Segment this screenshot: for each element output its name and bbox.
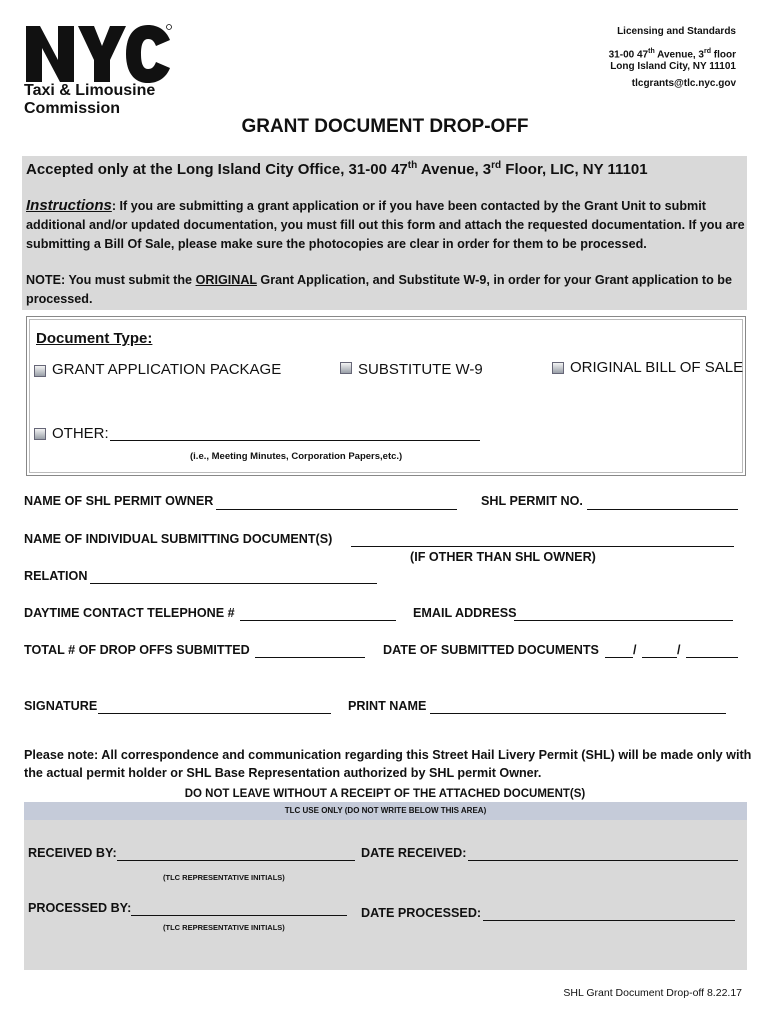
- date-processed-label: DATE PROCESSED:: [361, 906, 482, 920]
- processed-by-line[interactable]: [131, 915, 347, 916]
- processed-by-label: PROCESSED BY:: [28, 901, 132, 915]
- print-name-input-line[interactable]: [430, 713, 726, 714]
- address-line-1: Licensing and Standards: [617, 26, 736, 37]
- address-email: tlcgrants@tlc.nyc.gov: [631, 78, 736, 89]
- permit-no-input-line[interactable]: [587, 509, 738, 510]
- date-processed-line[interactable]: [483, 920, 735, 921]
- signature-label: SIGNATURE: [24, 699, 98, 713]
- logo-line-1: Taxi & Limousine: [24, 82, 156, 99]
- instructions-text: Instructions: If you are submitting a grant application or if you have been contacted by the Grant Unit to submit additional and/or updated documentation, you must fill out this form and attach the requested documentation. If you are submitting a Bill Of Sale, please make sure the photocopies are clear in order for them to be processed.: [26, 197, 745, 251]
- date-year-line[interactable]: [686, 657, 738, 658]
- permit-no-label: SHL PERMIT NO.: [481, 494, 583, 508]
- option-grant-application: GRANT APPLICATION PACKAGE: [52, 361, 282, 378]
- accepted-location: Accepted only at the Long Island City Office, 31-00 47th Avenue, 3rd Floor, LIC, NY 11101: [26, 160, 648, 178]
- rep-initials-note-2: (TLC REPRESENTATIVE INITIALS): [163, 923, 285, 932]
- tlc-use-label: TLC USE ONLY (DO NOT WRITE BELOW THIS AREA): [284, 806, 487, 815]
- date-received-label: DATE RECEIVED:: [361, 846, 467, 860]
- total-dropoffs-input-line[interactable]: [255, 657, 365, 658]
- date-separator-2: /: [677, 643, 681, 657]
- logo-line-2: Commission: [24, 100, 121, 117]
- individual-input-line[interactable]: [351, 546, 734, 547]
- receipt-warning: DO NOT LEAVE WITHOUT A RECEIPT OF THE ATTACHED DOCUMENT(S): [184, 788, 586, 800]
- nyc-logo: [24, 22, 174, 84]
- relation-input-line[interactable]: [90, 583, 377, 584]
- document-type-heading: Document Type:: [36, 330, 153, 347]
- tlc-use-bar: [24, 802, 747, 820]
- checkbox-grant-application[interactable]: [34, 365, 46, 377]
- received-by-line[interactable]: [117, 860, 355, 861]
- phone-input-line[interactable]: [240, 620, 396, 621]
- date-submitted-label: DATE OF SUBMITTED DOCUMENTS: [383, 643, 599, 657]
- address-line-2: 31-00 47th Avenue, 3rd floor: [608, 48, 736, 61]
- tlc-use-area: [24, 820, 747, 970]
- page-title: GRANT DOCUMENT DROP-OFF: [241, 116, 529, 137]
- rep-initials-note-1: (TLC REPRESENTATIVE INITIALS): [163, 873, 285, 882]
- relation-label: RELATION: [24, 569, 88, 583]
- date-separator-1: /: [633, 643, 637, 657]
- other-input-line[interactable]: [110, 440, 480, 441]
- footer-form-id: SHL Grant Document Drop-off 8.22.17: [563, 987, 742, 999]
- please-note-text: Please note: All correspondence and communication regarding this Street Hail Livery Permit (SHL) will be made only with the actual permit holder or SHL Base Representation authorized by SHL permit Owner.: [24, 748, 752, 780]
- print-name-label: PRINT NAME: [348, 699, 427, 713]
- note-text: NOTE: You must submit the ORIGINAL Grant Application, and Substitute W-9, in order for your Grant application to be processed.: [26, 273, 732, 306]
- if-other-note: (IF OTHER THAN SHL OWNER): [410, 550, 596, 564]
- address-line-3: Long Island City, NY 11101: [610, 61, 736, 72]
- option-bill-of-sale: ORIGINAL BILL OF SALE: [570, 359, 744, 376]
- checkbox-bill-of-sale[interactable]: [552, 362, 564, 374]
- checkbox-substitute-w9[interactable]: [340, 362, 352, 374]
- signature-input-line[interactable]: [98, 713, 331, 714]
- date-received-line[interactable]: [468, 860, 738, 861]
- option-other: OTHER:: [52, 425, 109, 442]
- date-day-line[interactable]: [642, 657, 677, 658]
- total-dropoffs-label: TOTAL # OF DROP OFFS SUBMITTED: [24, 643, 250, 657]
- individual-label: NAME OF INDIVIDUAL SUBMITTING DOCUMENT(S): [24, 532, 333, 546]
- checkbox-other[interactable]: [34, 428, 46, 440]
- option-substitute-w9: SUBSTITUTE W-9: [358, 361, 483, 378]
- email-label: EMAIL ADDRESS: [413, 606, 517, 620]
- date-month-line[interactable]: [605, 657, 633, 658]
- owner-input-line[interactable]: [216, 509, 457, 510]
- owner-label: NAME OF SHL PERMIT OWNER: [24, 494, 214, 508]
- received-by-label: RECEIVED BY:: [28, 846, 117, 860]
- email-input-line[interactable]: [514, 620, 733, 621]
- other-hint: (i.e., Meeting Minutes, Corporation Papers,etc.): [190, 451, 403, 462]
- phone-label: DAYTIME CONTACT TELEPHONE #: [24, 606, 235, 620]
